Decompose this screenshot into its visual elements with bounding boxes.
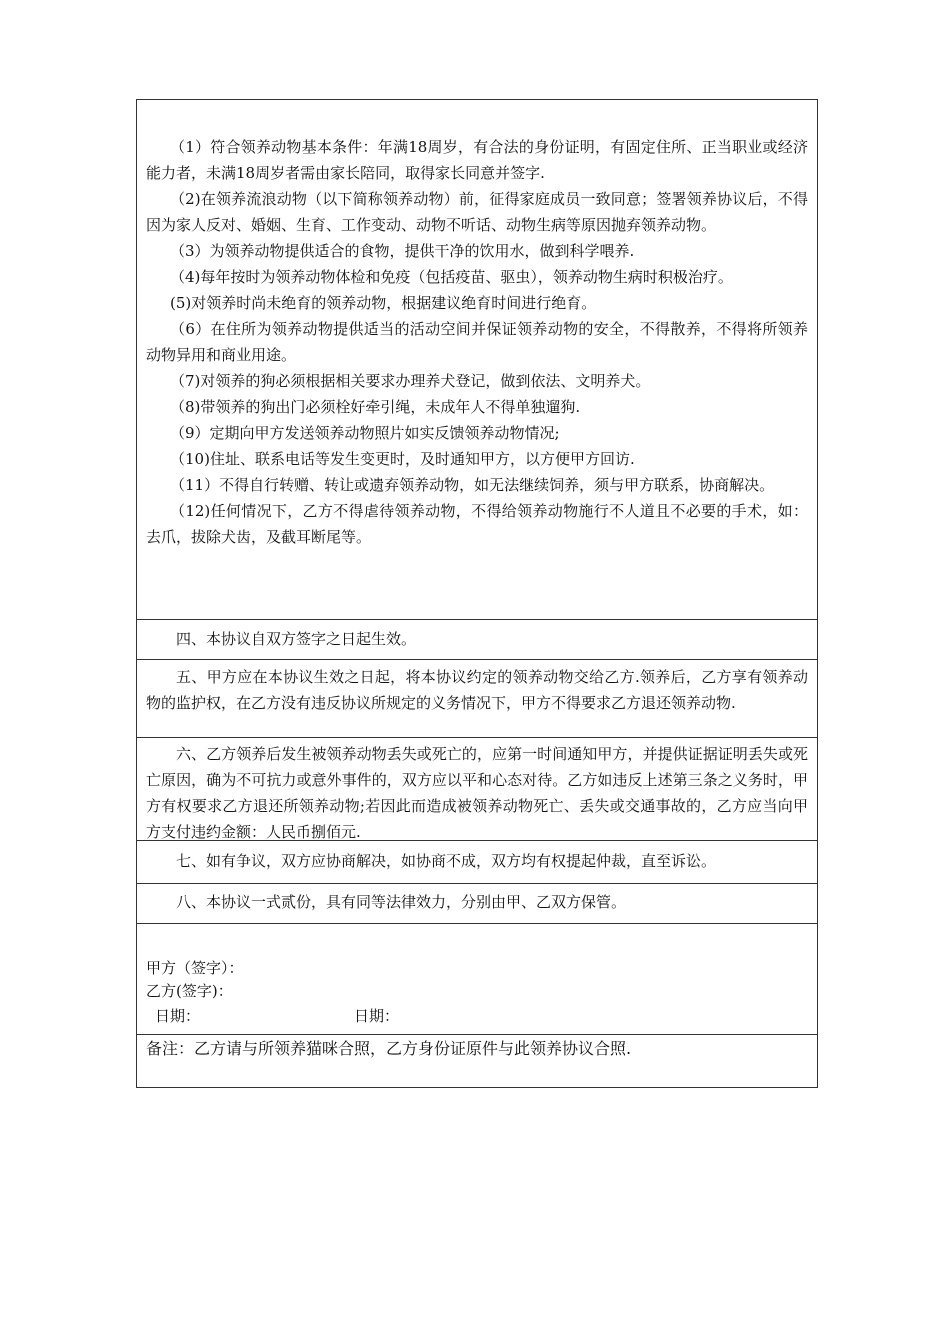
item-11: （11）不得自行转赠、转让或遗弃领养动物，如无法继续饲养，须与甲方联系，协商解决。 — [170, 476, 775, 494]
remarks-text: 备注：乙方请与所领养猫咪合照，乙方身份证原件与此领养协议合照. — [146, 1039, 632, 1058]
item-2: （2)在领养流浪动物（以下简称领养动物）前，征得家庭成员一致同意；签署领养协议后，不得因为家人反对、婚姻、生育、工作变动、动物不听话、动物生病等原因抛弃领养动物。 — [146, 190, 808, 234]
item-4: （4)每年按时为领养动物体检和免疫（包括疫苗、驱虫），领养动物生病时积极治疗。 — [170, 268, 733, 286]
item-9: （9）定期向甲方发送领养动物照片如实反馈领养动物情况; — [170, 424, 560, 442]
clause-8 — [137, 884, 817, 924]
clause-4-text: 四、本协议自双方签字之日起生效。 — [176, 630, 417, 648]
section-3-obligations — [137, 100, 817, 620]
item-6: （6）在住所为领养动物提供适当的活动空间并保证领养动物的安全，不得散养，不得将所领养动物异用和商业用途。 — [146, 320, 808, 364]
clause-4 — [137, 620, 817, 660]
clause-7-text: 七、如有争议，双方应协商解决，如协商不成，双方均有权提起仲裁，直至诉讼。 — [176, 852, 717, 870]
item-3: （3）为领养动物提供适合的食物，提供干净的饮用水，做到科学喂养. — [170, 242, 635, 260]
item-7: （7)对领养的狗必须根据相关要求办理养犬登记，做到依法、文明养犬。 — [170, 372, 651, 390]
agreement-table — [136, 99, 818, 1088]
signature-section — [137, 924, 817, 1035]
party-a-signature-label: 甲方（签字）： — [146, 959, 244, 977]
party-b-signature-label: 乙方(签字)： — [146, 982, 233, 1000]
item-10: （10)住址、联系电话等发生变更时，及时通知甲方，以方便甲方回访. — [170, 450, 635, 468]
remarks-section — [137, 1035, 817, 1087]
clause-5-text: 五、甲方应在本协议生效之日起，将本协议约定的领养动物交给乙方.领养后，乙方享有领养动物的监护权，在乙方没有违反协议所规定的义务情况下，甲方不得要求乙方退还领养动物. — [146, 668, 808, 712]
clause-7 — [137, 841, 817, 884]
clause-6-text: 六、乙方领养后发生被领养动物丢失或死亡的，应第一时间通知甲方，并提供证据证明丢失或死亡原因，确为不可抗力或意外事件的，双方应以平和心态对待。乙方如违反上述第三条之义务时，甲方有权要求乙方退还所领养动物;若因此而造成被领养动物死亡、丢失或交通事故的，乙方应当向甲方支付违约金额：人民币捌佰元. — [146, 745, 808, 841]
party-a-date-label: 日期： — [155, 1007, 201, 1025]
item-12: （12)任何情况下，乙方不得虐待领养动物，不得给领养动物施行不人道且不必要的手术，如：去爪，拔除犬齿，及截耳断尾等。 — [146, 502, 808, 546]
item-5: (5)对领养时尚未绝育的领养动物，根据建议绝育时间进行绝育。 — [170, 294, 597, 312]
party-b-date-label: 日期： — [354, 1007, 400, 1025]
clause-8-text: 八、本协议一式贰份，具有同等法律效力，分别由甲、乙双方保管。 — [176, 893, 627, 911]
item-1: （1）符合领养动物基本条件：年满18周岁，有合法的身份证明，有固定住所、正当职业或经济能力者，未满18周岁者需由家长陪同，取得家长同意并签字. — [146, 138, 808, 182]
clause-5 — [137, 660, 817, 738]
item-8: （8)带领养的狗出门必须栓好牵引绳，未成年人不得单独遛狗. — [170, 398, 581, 416]
clause-6 — [137, 738, 817, 841]
